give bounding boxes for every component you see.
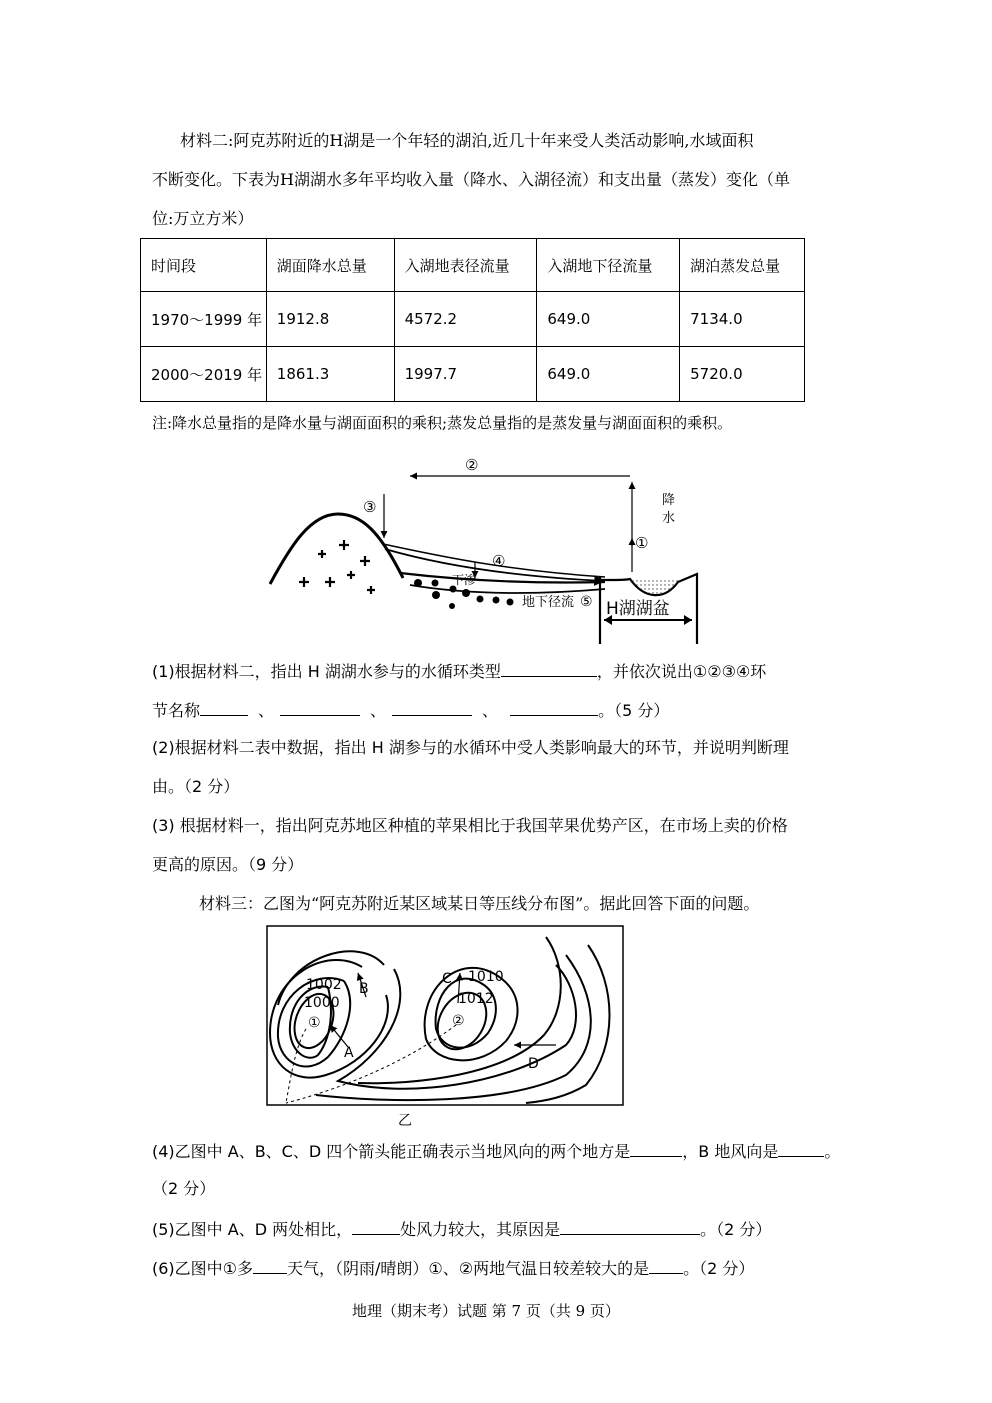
answer-blank[interactable] <box>392 699 472 716</box>
table-row <box>141 347 805 402</box>
answer-blank[interactable] <box>649 1257 683 1274</box>
q5-text-a: (5)乙图中 A、D 两处相比， <box>152 1220 353 1239</box>
answer-blank[interactable] <box>280 699 360 716</box>
q1-text-b: ，并依次说出①②③④环 <box>596 662 767 681</box>
table-header-cell: 湖面降水总量 <box>266 239 394 292</box>
label-2: ② <box>465 456 479 474</box>
center-1-label: ① <box>308 1015 321 1031</box>
table-cell: 649.0 <box>537 292 680 347</box>
page-footer: 地理（期末考）试题 第 7 页（共 9 页） <box>352 1302 620 1320</box>
mountain-outline <box>270 514 403 584</box>
q1-text-a: (1)根据材料二，指出 H 湖湖水参与的水循环类型 <box>152 662 501 681</box>
question-2-line2: 由。（2 分） <box>152 777 240 796</box>
separator: 、 <box>370 701 387 720</box>
basin-label: H湖湖盆 <box>606 599 670 619</box>
answer-blank[interactable] <box>630 1140 682 1157</box>
question-1-line1 <box>152 660 766 682</box>
question-3-line2: 更高的原因。（9 分） <box>152 855 304 874</box>
question-6 <box>152 1257 754 1279</box>
table-header-cell: 时间段 <box>141 239 267 292</box>
answer-blank[interactable] <box>200 699 248 716</box>
question-1-line2 <box>152 699 669 721</box>
q6-text-a: (6)乙图中①多 <box>152 1259 254 1278</box>
table-cell: 1861.3 <box>266 347 394 402</box>
material2-line1: 材料二:阿克苏附近的H湖是一个年轻的湖泊,近几十年来受人类活动影响,水域面积 <box>180 131 754 150</box>
table-cell: 1912.8 <box>266 292 394 347</box>
isobar-label-1000: 1000 <box>304 995 340 1011</box>
q5-text-b: 处风力较大，其原因是 <box>400 1220 561 1239</box>
table-cell: 1997.7 <box>394 347 537 402</box>
table-cell: 4572.2 <box>394 292 537 347</box>
material2-line2: 不断变化。下表为H湖湖水多年平均收入量（降水、入湖径流）和支出量（蒸发）变化（单 <box>152 170 790 189</box>
q1-text-d: 。（5 分） <box>598 701 670 720</box>
rain-label-b: 水 <box>662 511 676 526</box>
label-3: ③ <box>363 498 377 516</box>
isobar-label-1002: 1002 <box>306 977 342 993</box>
table-cell: 649.0 <box>537 347 680 402</box>
table-cell: 5720.0 <box>680 347 805 402</box>
label-A: A <box>344 1045 354 1061</box>
material2-line3: 位:万立方米） <box>152 209 254 228</box>
q4-text-c: 。 <box>824 1142 841 1161</box>
material3-text: 材料三：乙图为“阿克苏附近某区域某日等压线分布图”。据此回答下面的问题。 <box>199 894 760 913</box>
label-C: C <box>442 971 452 987</box>
table-cell: 2000～2019 年 <box>141 347 267 402</box>
ground-layer-line-2 <box>410 585 605 593</box>
separator: 、 <box>258 701 275 720</box>
water-budget-table <box>140 238 805 402</box>
table-header-cell: 入湖地下径流量 <box>537 239 680 292</box>
table-cell: 1970～1999 年 <box>141 292 267 347</box>
question-4-line2: （2 分） <box>152 1179 216 1198</box>
diagram-caption: 乙 <box>398 1113 412 1127</box>
rain-label-a: 降 <box>662 493 676 508</box>
q6-text-b: 天气，（阴雨/晴朗）①、②两地气温日较差较大的是 <box>287 1259 650 1278</box>
q4-text-a: (4)乙图中 A、B、C、D 四个箭头能正确表示当地风向的两个地方是 <box>152 1142 631 1161</box>
label-5: ⑤ <box>580 594 593 610</box>
isobar-diagram <box>266 925 626 1127</box>
center-2-label: ② <box>452 1013 465 1029</box>
separator: 、 <box>482 701 499 720</box>
table-note: 注:降水总量指的是降水量与湖面面积的乘积;蒸发总量指的是蒸发量与湖面面积的乘积。 <box>152 414 733 432</box>
table-cell: 7134.0 <box>680 292 805 347</box>
trough-line-2 <box>286 1025 456 1103</box>
answer-blank[interactable] <box>352 1218 400 1235</box>
table-header-cell: 湖泊蒸发总量 <box>680 239 805 292</box>
question-5 <box>152 1218 771 1240</box>
answer-blank[interactable] <box>501 660 597 677</box>
label-4: ④ <box>492 552 506 570</box>
q5-text-c: 。（2 分） <box>700 1220 772 1239</box>
q6-text-c: 。（2 分） <box>683 1259 755 1278</box>
answer-blank[interactable] <box>510 699 598 716</box>
groundwater-label: 地下径流 <box>522 595 575 610</box>
question-3-line1: (3) 根据材料一，指出阿克苏地区种植的苹果相比于我国苹果优势产区，在市场上卖的价格 <box>152 816 788 835</box>
table-header-row <box>141 239 805 292</box>
q1-text-c: 节名称 <box>152 701 201 720</box>
label-1: ① <box>635 534 649 552</box>
water-cycle-diagram <box>260 452 720 652</box>
question-4-line1 <box>152 1140 840 1162</box>
question-2-line1: (2)根据材料二表中数据，指出 H 湖参与的水循环中受人类影响最大的环节，并说明判断理 <box>152 738 789 757</box>
answer-blank[interactable] <box>778 1140 824 1157</box>
isobar-label-1010: 1010 <box>468 969 504 985</box>
seep-label: 下渗 <box>452 573 477 587</box>
isobar-label-1012: 1012 <box>458 991 494 1007</box>
answer-blank[interactable] <box>253 1257 287 1274</box>
isobars <box>270 937 610 1103</box>
q4-text-b: ，B 地风向是 <box>682 1142 779 1161</box>
answer-blank[interactable] <box>560 1218 700 1235</box>
label-B: B <box>359 981 369 997</box>
table-header-cell: 入湖地表径流量 <box>394 239 537 292</box>
rock-crosses <box>299 540 375 594</box>
label-D: D <box>528 1056 539 1072</box>
table-row <box>141 292 805 347</box>
